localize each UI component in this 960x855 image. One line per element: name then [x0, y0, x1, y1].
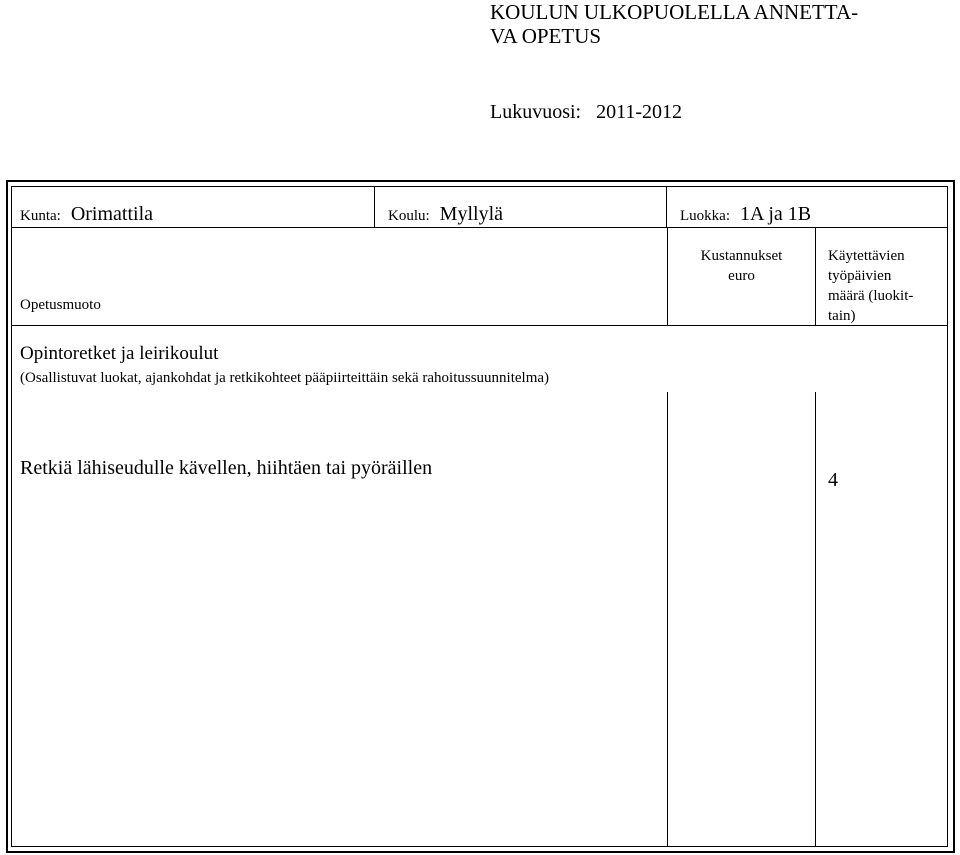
divider-body-cost: [667, 392, 668, 847]
luokka-value: 1A ja 1B: [740, 203, 812, 225]
kustannukset-header-line-2: euro: [728, 268, 755, 284]
koulu-cell: [388, 203, 503, 226]
paivat-header: [828, 246, 913, 326]
luokka-label: Luokka:: [680, 208, 730, 224]
paivat-header-line-1: Käytettävien: [828, 248, 905, 264]
title-line-2: VA OPETUS: [490, 24, 602, 48]
opetusmuoto-header: Opetusmuoto: [20, 297, 101, 313]
kunta-label: Kunta:: [20, 208, 61, 224]
koulu-value: Myllylä: [439, 203, 504, 225]
divider-koulu-luokka: [666, 186, 667, 227]
section-title: Opintoretket ja leirikoulut: [20, 343, 219, 364]
section-subtitle: (Osallistuvat luokat, ajankohdat ja retkikohteet pääpiirteittäin sekä rahoitussuunnitelma): [20, 370, 550, 386]
paivat-header-line-2: työpäivien: [828, 268, 892, 284]
kustannukset-header: [668, 246, 815, 286]
divider-header-row: [11, 325, 948, 326]
divider-kunta-koulu: [374, 186, 375, 227]
divider-header-days: [815, 227, 816, 325]
kunta-value: Orimattila: [70, 203, 154, 225]
paivat-header-line-4: tain): [828, 308, 856, 324]
kunta-cell: [20, 203, 153, 226]
paivat-header-line-3: määrä (luokit-: [828, 288, 914, 304]
divider-body-days: [815, 392, 816, 847]
document-title: [490, 0, 858, 48]
koulu-label: Koulu:: [388, 208, 430, 224]
school-year: [490, 101, 682, 124]
entry-days-value: 4: [828, 469, 838, 491]
luokka-cell: [680, 203, 811, 226]
kustannukset-header-line-1: Kustannukset: [700, 248, 783, 264]
entry-description: Retkiä lähiseudulle kävellen, hiihtäen tai pyöräillen: [20, 457, 433, 479]
year-value: 2011-2012: [596, 101, 683, 123]
title-line-1: KOULUN ULKOPUOLELLA ANNETTA-: [490, 0, 859, 24]
year-label: Lukuvuosi:: [490, 101, 582, 123]
divider-info-row: [11, 227, 948, 228]
